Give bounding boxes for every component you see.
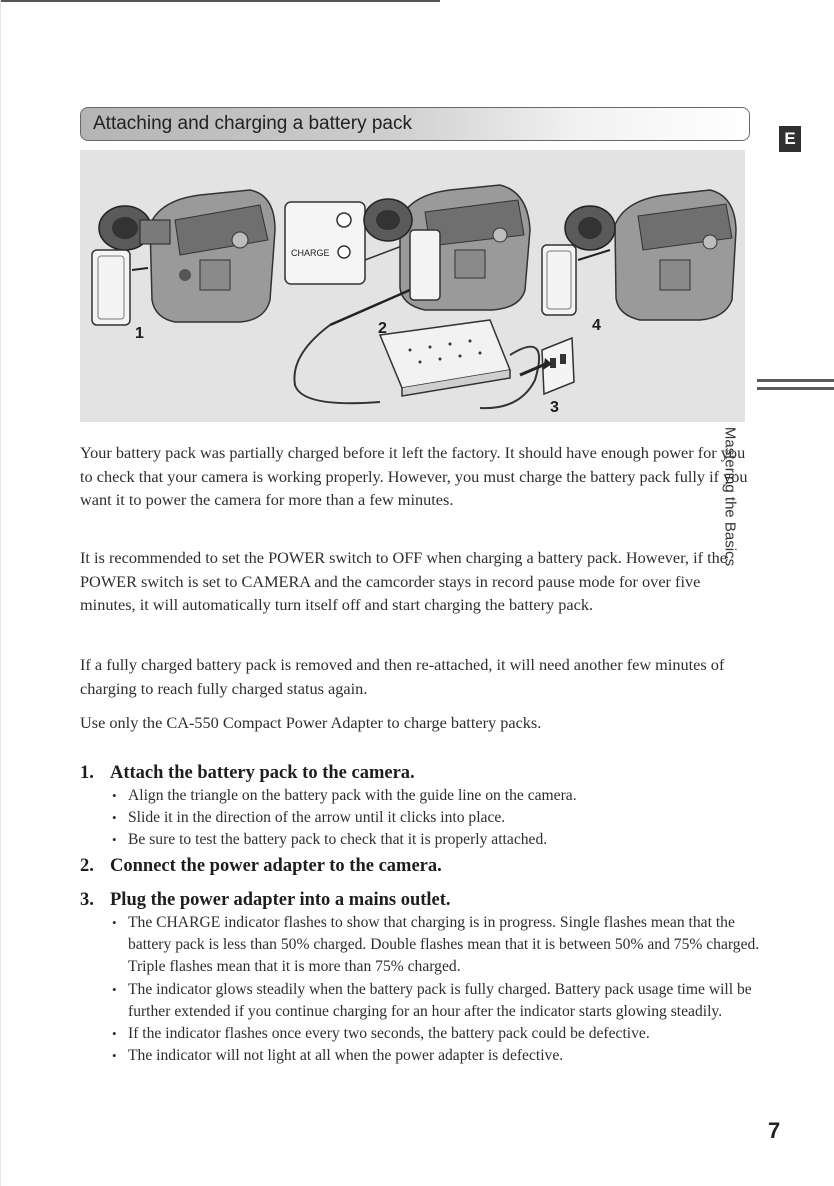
- step-3-bullet-4: • The indicator will not light at all when the power adapter is defective.: [80, 1045, 760, 1067]
- step-2: [80, 854, 760, 878]
- page-edge: [0, 0, 1, 1186]
- step-2-number: 2.: [80, 856, 94, 876]
- side-tab-label: Mastering the Basics: [721, 426, 739, 567]
- paragraph-2: It is recommended to set the POWER switch to OFF when charging a battery pack. However, if the POWER switch is set to CAMERA and the camcorder stays in record pause mode for over five minutes, it will automatically turn itself off and start charging the battery pack.: [80, 548, 727, 614]
- camcorder-2-illustration: [364, 185, 530, 310]
- step-1: [80, 761, 760, 852]
- battery-pack-4-illustration: [542, 245, 610, 315]
- paragraph-power-switch: [80, 546, 760, 617]
- paragraph-reattach: [80, 653, 760, 700]
- step-3-bullet-3: • If the indicator flashes once every two seconds, the battery pack could be defective.: [80, 1023, 760, 1045]
- paragraph-3: If a fully charged battery pack is removed and then re-attached, it will need another few minutes of charging to reach fully charged status again.: [80, 655, 725, 698]
- step-3-bullet-1: • The CHARGE indicator flashes to show that charging is in progress. Single flashes mean that the battery pack is less than 50% charged. Double flashes mean that it is between 50% and 75% charged. Triple flashes mean that it is more than 75% charged.: [80, 912, 760, 979]
- charging-illustration: [80, 150, 745, 422]
- side-tab-rule-bottom: [757, 387, 834, 390]
- side-tab-rule-top: [757, 379, 834, 382]
- step-1-title: [80, 761, 760, 785]
- section-header: [80, 107, 750, 141]
- step-3: [80, 888, 760, 1067]
- step-3-bullets: [80, 912, 760, 1067]
- figure-label-1: 1: [135, 325, 144, 342]
- battery-pack-1-illustration: [92, 250, 148, 325]
- figure-label-2: 2: [378, 320, 387, 337]
- step-3-title: [80, 888, 760, 912]
- step-2-heading: Connect the power adapter to the camera.: [110, 856, 442, 876]
- step-2-title: [80, 854, 760, 878]
- page-number: 7: [768, 1118, 781, 1143]
- step-3-bullet-2: • The indicator glows steadily when the battery pack is fully charged. Battery pack usage time will be further extended if you continue charging for an hour after the indicator starts glowing steadily.: [80, 979, 760, 1023]
- step-1-number: 1.: [80, 763, 94, 783]
- paragraph-adapter-note: [80, 711, 760, 735]
- step-1-bullet-1: • Align the triangle on the battery pack with the guide line on the camera.: [80, 785, 760, 807]
- language-badge: E: [779, 126, 801, 152]
- step-3-number: 3.: [80, 890, 94, 910]
- charge-label: CHARGE: [291, 248, 330, 258]
- top-rule: [0, 0, 440, 2]
- figure-label-4: 4: [592, 317, 601, 334]
- step-1-bullet-2: • Slide it in the direction of the arrow until it clicks into place.: [80, 807, 760, 829]
- step-3-heading: Plug the power adapter into a mains outlet.: [110, 890, 451, 910]
- paragraph-intro: [80, 441, 760, 512]
- figure-label-3: 3: [550, 399, 559, 416]
- paragraph-1: Your battery pack was partially charged before it left the factory. It should have enough power for you to check that your camera is working properly. However, you must charge the battery pack fully if you want it to power the camera for more than a few minutes.: [80, 443, 748, 509]
- paragraph-4: Use only the CA-550 Compact Power Adapter to charge battery packs.: [80, 713, 542, 732]
- step-1-bullet-3: • Be sure to test the battery pack to check that it is properly attached.: [80, 829, 760, 851]
- step-1-heading: Attach the battery pack to the camera.: [110, 763, 415, 783]
- illustration-svg: [80, 150, 745, 422]
- step-1-bullets: [80, 785, 760, 852]
- section-title: Attaching and charging a battery pack: [93, 113, 412, 134]
